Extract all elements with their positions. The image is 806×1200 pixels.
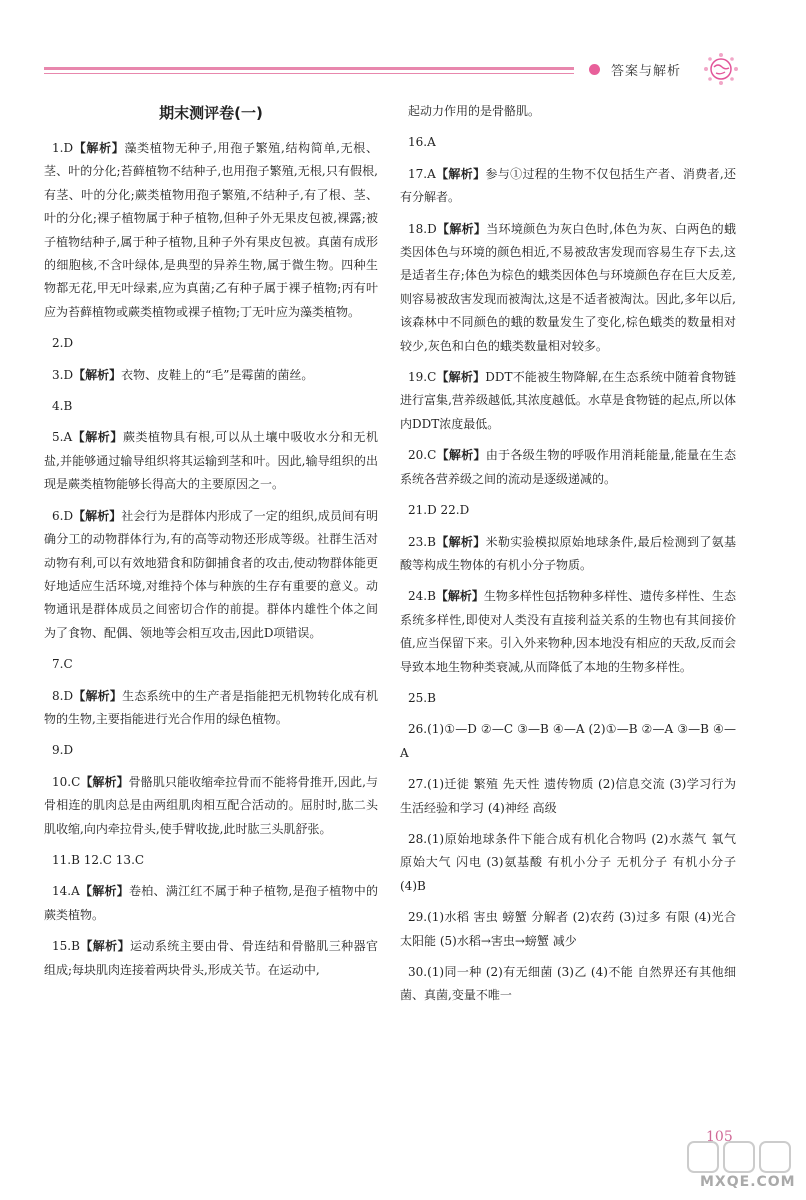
answer-text: 由于各级生物的呼吸作用消耗能量,能量在生态系统各营养级之间的流动是逐级递减的。 — [400, 448, 736, 486]
answer-number: 26. — [408, 722, 428, 737]
answer-text: (1)同一种 (2)有无细菌 (3)乙 (4)不能 自然界还有其他细菌、真菌,变量不唯一 — [400, 965, 736, 1003]
answer-item — [400, 585, 736, 679]
answer-number: 19.C — [408, 370, 437, 385]
answer-text: 起动力作用的是骨骼肌。 — [408, 104, 541, 118]
answer-item — [44, 935, 378, 982]
answer-item — [44, 426, 378, 496]
header-rule-thin — [44, 73, 574, 74]
answer-item — [400, 718, 736, 765]
header-bullet-icon — [589, 64, 600, 75]
right-column — [400, 100, 736, 1016]
answer-item — [44, 771, 378, 841]
answer-item — [44, 849, 378, 872]
watermark-text: MXQE.COM — [700, 1174, 796, 1190]
answer-item — [44, 880, 378, 927]
analysis-tag: 【解析】 — [436, 448, 486, 463]
answer-item — [400, 961, 736, 1008]
answer-text: 生物多样性包括物种多样性、遗传多样性、生态系统多样性,即使对人类没有直接利益关系的生物也有其间接价值,应当保留下来。引入外来物种,因本地没有相应的天敌,反而会导致本地生物种类衰减,从而降低了本地的生物多样性。 — [400, 589, 736, 674]
answer-text: 米勒实验模拟原始地球条件,最后检测到了氨基酸等构成生物体的有机小分子物质。 — [400, 534, 736, 572]
analysis-tag: 【解析】 — [73, 367, 122, 382]
answer-item — [44, 685, 378, 732]
answer-number: 17.A — [408, 166, 436, 181]
answer-number: 11.B 12.C 13.C — [52, 852, 145, 867]
section-title: 期末测评卷(一) — [159, 104, 263, 122]
answer-number: 29. — [408, 910, 428, 925]
answer-text: DDT不能被生物降解,在生态系统中随着食物链进行富集,营养级越低,其浓度越低。水草是食物链的起点,所以体内DDT浓度最低。 — [400, 370, 736, 431]
analysis-tag: 【解析】 — [80, 774, 129, 789]
answer-number: 24.B — [408, 589, 436, 604]
answer-item — [400, 366, 736, 436]
answer-item — [400, 906, 736, 953]
answer-text: 生态系统中的生产者是指能把无机物转化成有机物的生物,主要指能进行光合作用的绿色植物。 — [44, 688, 378, 726]
answer-item — [400, 773, 736, 820]
answer-number: 6.D — [52, 508, 74, 523]
analysis-tag: 【解析】 — [435, 589, 484, 604]
answer-item — [400, 499, 736, 522]
answer-number: 4.B — [52, 399, 73, 414]
answer-item — [44, 505, 378, 645]
answer-item — [400, 163, 736, 210]
answer-item — [400, 131, 736, 154]
analysis-tag: 【解析】 — [435, 166, 486, 181]
answer-text: 卷柏、满江红不属于种子植物,是孢子植物中的蕨类植物。 — [44, 884, 378, 922]
answer-text: 当环境颜色为灰白色时,体色为灰、白两色的蛾类因体色与环境的颜色相近,不易被敌害发现而容易生存下去,这是适者生存;体色为棕色的蛾类因体色与环境颜色存在巨大反差,则容易被敌害发现而被淘汰,这是不适者被淘汰。因此,多年以后,该森林中不同颜色的蛾的数量发生了变化,棕色蛾类的数量相对较少,灰色和白色的蛾类数量相对较多。 — [400, 221, 736, 353]
answer-number: 14.A — [52, 884, 80, 899]
answer-text: 藻类植物无种子,用孢子繁殖,结构简单,无根、茎、叶的分化;苔藓植物不结种子,也用孢子繁殖,无根,只有假根,有茎、叶的分化;蕨类植物用孢子繁殖,不结种子,有了根、茎、叶的分化;裸子植物属于种子植物,但种子外无果皮包被,裸露;被子植物结种子,属于种子植物,且种子外有果皮包被。真菌有成形的细胞核,不含叶绿体,是典型的异养生物,属于微生物。四种生物都无花,甲无叶绿素,应为真菌;乙有种子属于裸子植物;丙有叶应为苔藓植物或蕨类植物或裸子植物;丁无叶应为藻类植物。 — [44, 141, 378, 319]
answer-text: 参与①过程的生物不仅包括生产者、消费者,还有分解者。 — [400, 166, 736, 205]
answer-item — [44, 332, 378, 355]
answer-item — [44, 364, 378, 387]
answer-item — [44, 653, 378, 676]
analysis-tag: 【解析】 — [79, 884, 130, 899]
answer-number: 3.D — [52, 367, 74, 382]
header-title: 答案与解析 — [611, 64, 682, 79]
page-number: 105 — [706, 1129, 733, 1145]
answer-number: 8.D — [52, 688, 74, 703]
answer-item — [400, 828, 736, 898]
answer-item — [400, 444, 736, 491]
answer-number: 21.D 22.D — [408, 503, 470, 518]
answer-item — [400, 687, 736, 710]
answer-text: 骨骼肌只能收缩牵拉骨而不能将骨推开,因此,与骨相连的肌肉总是由两组肌肉相互配合活动的。屈肘时,肱二头肌收缩,向内牵拉骨头,使手臂收拢,此时肱三头肌舒张。 — [44, 774, 378, 836]
answer-number: 1.D — [52, 141, 74, 155]
answer-number: 20.C — [408, 448, 437, 463]
answer-text: (1)①—D ②—C ③—B ④—A (2)①—B ②—A ③—B ④—A — [400, 722, 736, 760]
answer-number: 25.B — [408, 690, 436, 705]
answer-text: 衣物、皮鞋上的“毛”是霉菌的菌丝。 — [121, 367, 314, 382]
answer-item — [44, 739, 378, 762]
left-column — [44, 100, 378, 990]
answer-number: 7.C — [52, 657, 73, 672]
answer-number: 23.B — [408, 534, 436, 549]
header-rule — [44, 67, 574, 70]
analysis-tag: 【解析】 — [72, 430, 123, 445]
answer-number: 16.A — [408, 135, 436, 150]
answer-item — [400, 531, 736, 578]
answer-text: 社会行为是群体内形成了一定的组织,成员间有明确分工的动物群体行为,有的高等动物还形成等级。社群生活对动物有利,可以有效地猎食和防御捕食者的攻击,使动物群体能更好地适应生活环境,对维持个体与种族的生存有重要的意义。动物通讯是群体成员之间密切合作的前提。群体内雄性个体之间为了食物、配偶、领地等会相互攻击,因此D项错误。 — [44, 508, 378, 640]
answer-text: (1)迁徙 繁殖 先天性 遗传物质 (2)信息交流 (3)学习行为 生活经验和学习 (4)神经 高级 — [400, 777, 736, 815]
answer-number: 30. — [408, 965, 428, 979]
analysis-tag: 【解析】 — [73, 508, 122, 523]
analysis-tag: 【解析】 — [73, 688, 123, 703]
answer-text: (1)水稻 害虫 螃蟹 分解者 (2)农药 (3)过多 有限 (4)光合 太阳能 (5)水稻→害虫→螃蟹 减少 — [400, 910, 736, 948]
answer-number: 5.A — [52, 430, 73, 445]
analysis-tag: 【解析】 — [435, 534, 486, 549]
answer-number: 2.D — [52, 336, 74, 351]
analysis-tag: 【解析】 — [436, 370, 486, 385]
answer-text: (1)原始地球条件下能合成有机化合物吗 (2)水蒸气 氧气 原始大气 闪电 (3)氨基酸 有机小分子 无机分子 有机小分子 (4)B — [400, 831, 736, 893]
flower-globe-logo-icon — [702, 52, 740, 86]
answer-number: 15.B — [52, 939, 80, 954]
analysis-tag: 【解析】 — [436, 221, 487, 236]
analysis-tag: 【解析】 — [73, 141, 125, 155]
answer-item — [44, 395, 378, 418]
answer-text: 运动系统主要由骨、骨连结和骨骼肌三种器官组成;每块肌肉连接着两块骨头,形成关节。在运动中, — [44, 939, 378, 977]
answer-item — [44, 137, 378, 324]
answer-number: 28. — [408, 831, 428, 846]
answer-number: 10.C — [52, 774, 81, 789]
answer-item — [400, 218, 736, 358]
answer-item — [400, 100, 736, 123]
answer-text: 蕨类植物具有根,可以从土壤中吸收水分和无机盐,并能够通过输导组织将其运输到茎和叶。因此,输导组织的出现是蕨类植物能够长得高大的主要原因之一。 — [44, 430, 378, 492]
answer-number: 27. — [408, 777, 428, 792]
answer-number: 18.D — [408, 221, 437, 236]
answer-number: 9.D — [52, 743, 74, 758]
analysis-tag: 【解析】 — [79, 939, 131, 954]
